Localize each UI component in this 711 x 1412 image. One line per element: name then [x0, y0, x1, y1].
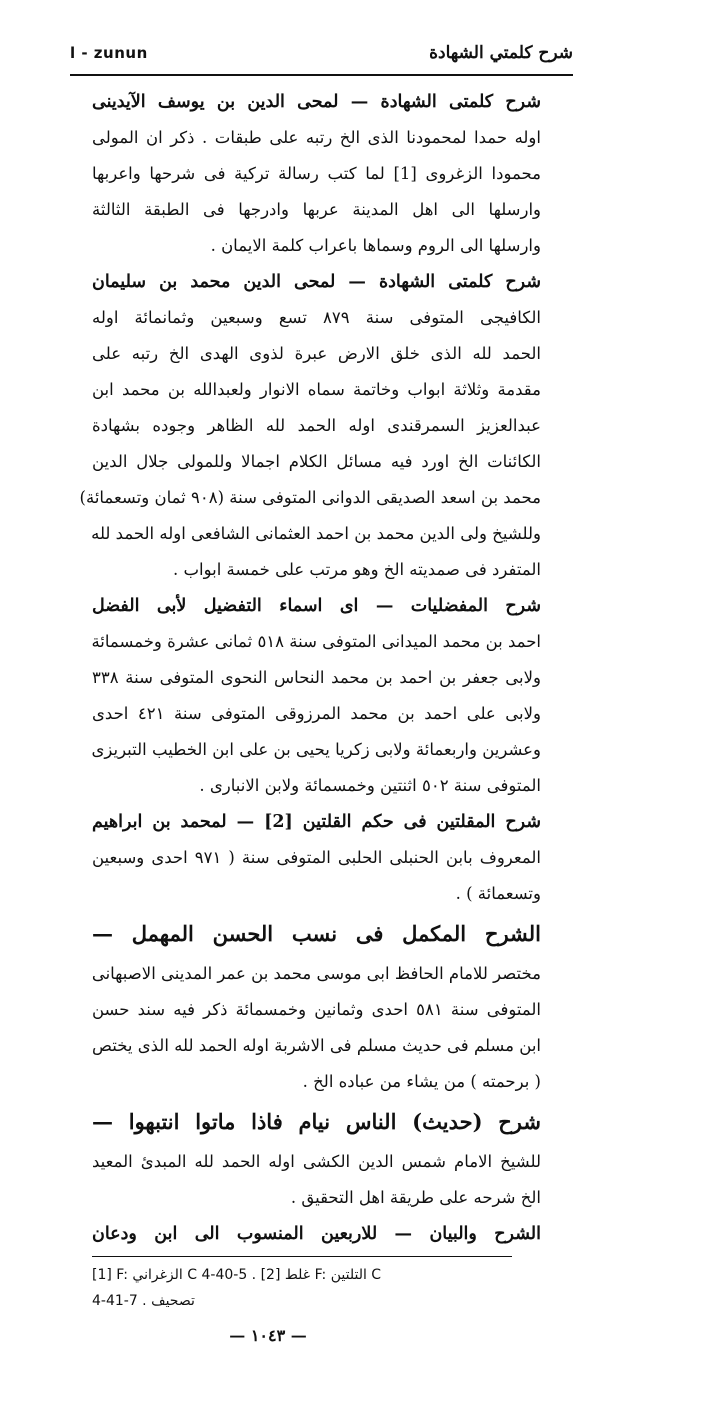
text-line: وتسعمائة ) .	[455, 884, 541, 903]
entry-heading: الشرح المكمل فى نسب الحسن المهمل —	[92, 921, 541, 946]
text-line: الكافيجى المتوفى سنة ٨٧٩ تسع وسبعين وثمانمائة اوله	[92, 308, 541, 327]
header-divider	[70, 74, 573, 76]
text-line: محمد بن اسعد الصديقى الدوانى المتوفى سنة (٩٠٨ ثمان وتسعمائة)	[79, 488, 541, 507]
text-line: ابن مسلم فى حديث مسلم فى الاشربة اوله الحمد لله الذى يختص	[92, 1036, 541, 1055]
text-line: مختصر للامام الحافظ ابى موسى محمد بن عمر المدينى الاصبهانى	[91, 964, 541, 983]
footnotes	[92, 1262, 541, 1314]
text-line: عبدالعزيز السمرقندى اوله الحمد لله الظاهر وجوده بشهادة	[92, 416, 541, 435]
text-line: المتفرد فى صمديته الخ وهو مرتب على خمسة ابواب .	[172, 560, 541, 579]
entry-heading: شرح (حديث) الناس نيام فاذا ماتوا انتبهوا —	[92, 1109, 541, 1134]
text-line: مقدمة وثلاثة ابواب وخاتمة سماه الانوار ولعبدالله بن محمد ابن	[92, 380, 541, 399]
text-line: الكائنات الخ اورد فيه مسائل الكلام اجمالا وللمولى جلال الدين	[92, 452, 541, 471]
header-left-text: l - zunun	[70, 44, 148, 62]
text-line: للشيخ الامام شمس الدين الكشى اوله الحمد لله المبدئ المعيد	[92, 1152, 541, 1171]
entry-heading: الشرح والبيان — للاربعين المنسوب الى ابن ودعان	[92, 1224, 541, 1244]
text-line: محمودا الزغروى [1] لما كتب رسالة تركية فى شرحها واعربها	[92, 164, 542, 183]
text-line: وارسلها الى اهل المدينة عربها وادرجها فى الطبقة الثالثة	[92, 200, 541, 219]
text-line: وعشرين واربعمائة ولابى زكريا يحيى بن على ابن الخطيب التبريزى	[91, 740, 541, 759]
text-line: المعروف بابن الحنبلى الحلبى المتوفى سنة ( ٩٧١ احدى وسبعين	[92, 848, 542, 867]
text-line: المتوفى سنة ٥٨١ احدى وثمانين وخمسمائة ذكر فيه سند حسن	[92, 1000, 541, 1019]
text-line: ولابى على احمد بن محمد المرزوقى المتوفى سنة ٤٢١ احدى	[92, 704, 542, 723]
text-line: المتوفى سنة ٥٠٢ اثنتين وخمسمائة ولابن الانبارى .	[199, 776, 541, 795]
entry-heading: شرح كلمتى الشهادة — لمحى الدين بن يوسف الآيدينى	[92, 92, 541, 112]
entry-heading: شرح كلمتى الشهادة — لمحى الدين محمد بن سليمان	[92, 272, 541, 292]
entry-heading: شرح المقلتين فى حكم القلتين [2] — لمحمد بن ابراهيم	[92, 812, 541, 832]
header-right-title: شرح كلمتي الشهادة	[429, 43, 573, 63]
body-text	[79, 84, 542, 1252]
text-line: الخ شرحه على طريقة اهل التحقيق .	[290, 1188, 541, 1207]
text-line: الحمد لله الذى خلق الارض عبرة لذوى الهدى الخ رتبه على	[92, 344, 541, 363]
page-number: — ١٠٤٣ —	[229, 1326, 307, 1345]
text-line: وارسلها الى الروم وسماها باعراب كلمة الايمان .	[210, 236, 541, 255]
text-line: وللشيخ ولى الدين محمد بن احمد العثمانى الشافعى اوله الحمد لله	[91, 524, 541, 543]
entry-heading: شرح المفضليات — اى اسماء التفضيل لأبى الفضل	[92, 596, 541, 616]
text-line: احمد بن محمد الميدانى المتوفى سنة ٥١٨ ثمانى عشرة وخمسمائة	[91, 632, 541, 651]
text-line: اوله حمدا لمحمودنا الذى الخ رتبه على طبقات . ذكر ان المولى	[92, 128, 541, 147]
running-header	[70, 36, 573, 70]
footnote-line: 4-41-7 . تصحيف	[92, 1293, 195, 1309]
footnote-divider	[92, 1256, 512, 1257]
text-line: ( برحمته ) من يشاء من عباده الخ .	[302, 1072, 541, 1091]
text-line: ولابى جعفر بن احمد بن محمد النحاس النحوى المتوفى سنة ٣٣٨	[92, 668, 541, 687]
footnote-line: [1] F: الزغراني C 4-40-5 . غلط [2] F: التلتين C	[92, 1267, 382, 1283]
